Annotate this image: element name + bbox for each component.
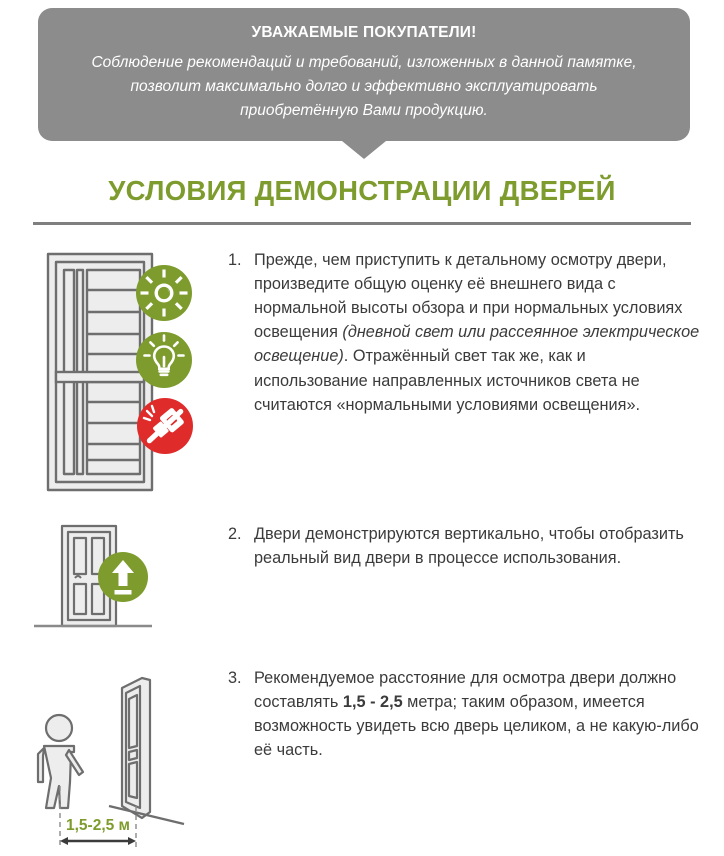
door-perspective [122,678,150,818]
dimension-arrow [60,837,136,845]
item-number: 3. [228,669,242,687]
flashlight-prohibited-icon [137,398,193,454]
lightbulb-icon [136,332,192,388]
arrow-up-icon [98,552,148,602]
notice-box [38,8,690,141]
instruction-row-2 [0,522,724,650]
title-divider [33,222,691,225]
instruction-3-text-column [228,666,724,762]
viewing-distance-diagram [14,666,214,856]
instructions-list [0,248,724,856]
item-text: Двери демонстрируются вертикально, чтобы отобразить реальный вид двери в процессе использования. [254,525,684,568]
notice-body [84,51,644,123]
page-title: УСЛОВИЯ ДЕМОНСТРАЦИИ ДВЕРЕЙ [108,175,616,206]
item-text [254,248,702,417]
item-number: 2. [228,525,242,543]
list-item [228,666,702,762]
distance-label: 1,5-2,5 м [65,817,131,834]
instruction-2-text-column [228,522,724,570]
item-number: 1. [228,251,242,269]
instruction-1-text-column [228,248,724,417]
figure-1-column [0,248,228,503]
instruction-row-3 [0,666,724,856]
item-text-part2: метра; таким образом, имеется возможность увидеть всю дверь целиком, а не какую-либо её часть. [254,693,699,760]
item-text-part1: Рекомендуемое расстояние для осмотра двери должно составлять [254,669,677,712]
item-text [254,666,702,762]
vertical-door-with-up-arrow [34,522,194,642]
notice-line-1: Соблюдение рекомендаций и требований, изложенных в данной памятке, [91,54,637,71]
item-text-italic: (дневной свет или рассеянное электрическое освещение) [254,323,700,366]
figure-2-column [0,522,228,642]
item-text-bold: 1,5 - 2,5 [342,693,403,712]
item-text-part2: . Отражённый свет так же, как и использование направленных источников света не считаются «нормальными условиями освещения». [254,347,641,414]
notice-title: УВАЖАЕМЫЕ ПОКУПАТЕЛИ! [251,24,477,41]
list-item [228,248,702,417]
door-with-lighting-icons [34,248,194,503]
notice-line-3: приобретённую Вами продукцию. [240,102,488,120]
list-item [228,522,702,570]
item-text-part1: Прежде, чем приступить к детальному осмотру двери, произведите общую оценку её внешнего вида с нормальной высоты обзора и при нормальных условиях освещения [254,251,683,342]
person-figure [38,715,83,808]
notice-banner [38,8,690,159]
notice-pointer-triangle [342,141,386,159]
instruction-row-1 [0,248,724,516]
sun-icon [136,265,192,321]
figure-3-column [0,666,228,856]
notice-line-2: позволит максимально долго и эффективно эксплуатировать [130,78,598,96]
